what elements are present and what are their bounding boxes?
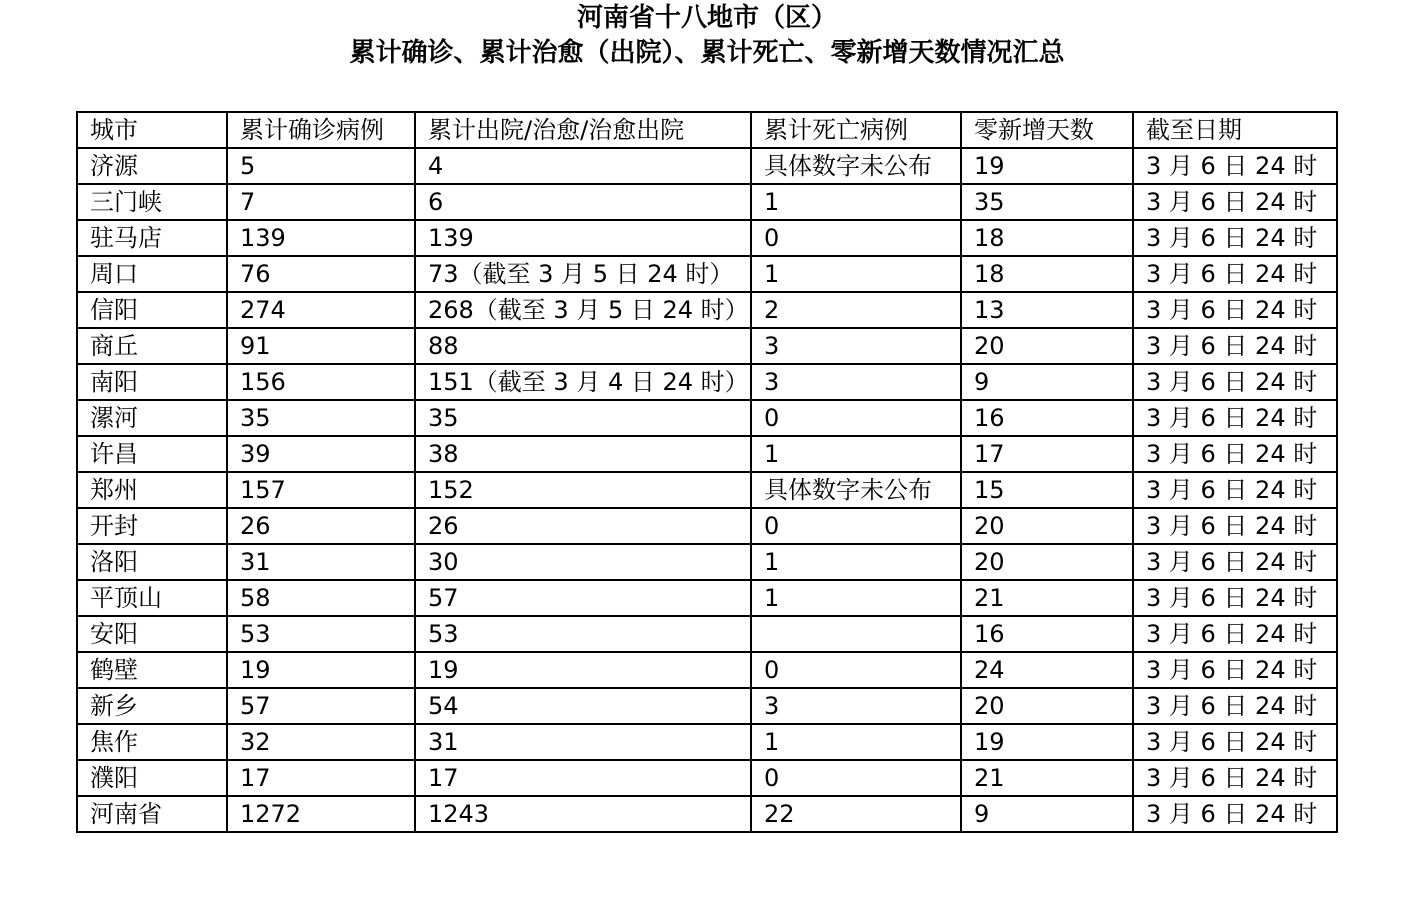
cell-confirmed: 35 (227, 400, 415, 436)
cell-zero-new-days: 19 (961, 148, 1133, 184)
cell-zero-new-days: 18 (961, 220, 1133, 256)
cell-as-of-date: 3 月 6 日 24 时 (1133, 616, 1337, 652)
cell-city: 焦作 (77, 724, 227, 760)
cell-recovered: 17 (415, 760, 751, 796)
cell-city: 平顶山 (77, 580, 227, 616)
cell-deaths: 0 (751, 220, 961, 256)
cell-city: 濮阳 (77, 760, 227, 796)
cell-city: 南阳 (77, 364, 227, 400)
cell-deaths: 1 (751, 724, 961, 760)
cell-confirmed: 31 (227, 544, 415, 580)
cell-city: 驻马店 (77, 220, 227, 256)
cell-confirmed: 1272 (227, 796, 415, 832)
cell-zero-new-days: 17 (961, 436, 1133, 472)
cell-city: 周口 (77, 256, 227, 292)
cell-zero-new-days: 20 (961, 544, 1133, 580)
cell-as-of-date: 3 月 6 日 24 时 (1133, 688, 1337, 724)
header-cell-as-of-date: 截至日期 (1133, 112, 1337, 148)
cell-zero-new-days: 21 (961, 760, 1133, 796)
cell-deaths: 0 (751, 760, 961, 796)
table-row (77, 508, 1337, 544)
cell-zero-new-days: 16 (961, 400, 1133, 436)
summary-table-body (77, 112, 1337, 832)
cell-deaths: 0 (751, 400, 961, 436)
cell-as-of-date: 3 月 6 日 24 时 (1133, 472, 1337, 508)
table-row (77, 148, 1337, 184)
cell-as-of-date: 3 月 6 日 24 时 (1133, 364, 1337, 400)
cell-recovered: 6 (415, 184, 751, 220)
cell-confirmed: 26 (227, 508, 415, 544)
cell-as-of-date: 3 月 6 日 24 时 (1133, 256, 1337, 292)
cell-zero-new-days: 16 (961, 616, 1133, 652)
cell-as-of-date: 3 月 6 日 24 时 (1133, 148, 1337, 184)
cell-as-of-date: 3 月 6 日 24 时 (1133, 292, 1337, 328)
cell-confirmed: 91 (227, 328, 415, 364)
cell-as-of-date: 3 月 6 日 24 时 (1133, 328, 1337, 364)
summary-table (76, 111, 1338, 833)
cell-deaths: 1 (751, 580, 961, 616)
table-row (77, 580, 1337, 616)
cell-deaths: 3 (751, 328, 961, 364)
table-row (77, 616, 1337, 652)
cell-recovered: 53 (415, 616, 751, 652)
cell-recovered: 38 (415, 436, 751, 472)
table-row (77, 724, 1337, 760)
cell-zero-new-days: 9 (961, 796, 1133, 832)
table-row (77, 292, 1337, 328)
cell-recovered: 35 (415, 400, 751, 436)
cell-as-of-date: 3 月 6 日 24 时 (1133, 724, 1337, 760)
table-row (77, 400, 1337, 436)
table-header-row (77, 112, 1337, 148)
cell-city: 许昌 (77, 436, 227, 472)
cell-recovered: 57 (415, 580, 751, 616)
table-row (77, 544, 1337, 580)
cell-confirmed: 57 (227, 688, 415, 724)
cell-as-of-date: 3 月 6 日 24 时 (1133, 760, 1337, 796)
cell-city: 济源 (77, 148, 227, 184)
cell-confirmed: 17 (227, 760, 415, 796)
cell-city: 漯河 (77, 400, 227, 436)
cell-recovered: 1243 (415, 796, 751, 832)
table-row (77, 256, 1337, 292)
cell-confirmed: 157 (227, 472, 415, 508)
cell-deaths: 1 (751, 256, 961, 292)
cell-zero-new-days: 9 (961, 364, 1133, 400)
header-cell-city: 城市 (77, 112, 227, 148)
cell-city: 安阳 (77, 616, 227, 652)
cell-recovered: 73（截至 3 月 5 日 24 时） (415, 256, 751, 292)
header-cell-confirmed: 累计确诊病例 (227, 112, 415, 148)
table-row (77, 652, 1337, 688)
cell-zero-new-days: 15 (961, 472, 1133, 508)
cell-confirmed: 53 (227, 616, 415, 652)
cell-confirmed: 32 (227, 724, 415, 760)
cell-zero-new-days: 20 (961, 328, 1133, 364)
header-cell-deaths: 累计死亡病例 (751, 112, 961, 148)
cell-zero-new-days: 20 (961, 508, 1133, 544)
cell-recovered: 4 (415, 148, 751, 184)
cell-deaths: 0 (751, 652, 961, 688)
cell-zero-new-days: 18 (961, 256, 1133, 292)
cell-deaths: 1 (751, 184, 961, 220)
table-row (77, 688, 1337, 724)
cell-zero-new-days: 21 (961, 580, 1133, 616)
document-title: 河南省十八地市（区） (576, 3, 837, 33)
header-cell-zero-new-days: 零新增天数 (961, 112, 1133, 148)
cell-confirmed: 58 (227, 580, 415, 616)
cell-deaths: 具体数字未公布 (751, 472, 961, 508)
cell-confirmed: 39 (227, 436, 415, 472)
cell-zero-new-days: 13 (961, 292, 1133, 328)
cell-recovered: 151（截至 3 月 4 日 24 时） (415, 364, 751, 400)
cell-recovered: 31 (415, 724, 751, 760)
table-row (77, 184, 1337, 220)
cell-zero-new-days: 20 (961, 688, 1133, 724)
cell-deaths (751, 616, 961, 652)
cell-recovered: 26 (415, 508, 751, 544)
cell-recovered: 139 (415, 220, 751, 256)
cell-as-of-date: 3 月 6 日 24 时 (1133, 220, 1337, 256)
cell-city: 河南省 (77, 796, 227, 832)
cell-deaths: 3 (751, 364, 961, 400)
cell-recovered: 88 (415, 328, 751, 364)
cell-zero-new-days: 24 (961, 652, 1133, 688)
cell-confirmed: 76 (227, 256, 415, 292)
table-row (77, 436, 1337, 472)
cell-confirmed: 7 (227, 184, 415, 220)
cell-deaths: 1 (751, 436, 961, 472)
cell-confirmed: 274 (227, 292, 415, 328)
cell-city: 三门峡 (77, 184, 227, 220)
cell-as-of-date: 3 月 6 日 24 时 (1133, 796, 1337, 832)
cell-city: 新乡 (77, 688, 227, 724)
cell-recovered: 152 (415, 472, 751, 508)
cell-deaths: 0 (751, 508, 961, 544)
cell-confirmed: 5 (227, 148, 415, 184)
cell-confirmed: 19 (227, 652, 415, 688)
cell-deaths: 3 (751, 688, 961, 724)
cell-as-of-date: 3 月 6 日 24 时 (1133, 436, 1337, 472)
cell-zero-new-days: 19 (961, 724, 1133, 760)
cell-as-of-date: 3 月 6 日 24 时 (1133, 544, 1337, 580)
cell-deaths: 1 (751, 544, 961, 580)
cell-city: 鹤壁 (77, 652, 227, 688)
cell-deaths: 2 (751, 292, 961, 328)
document-subtitle: 累计确诊、累计治愈（出院）、累计死亡、零新增天数情况汇总 (349, 38, 1065, 68)
cell-city: 开封 (77, 508, 227, 544)
cell-deaths: 具体数字未公布 (751, 148, 961, 184)
cell-recovered: 30 (415, 544, 751, 580)
table-row (77, 328, 1337, 364)
table-row (77, 760, 1337, 796)
cell-confirmed: 156 (227, 364, 415, 400)
cell-city: 商丘 (77, 328, 227, 364)
cell-recovered: 19 (415, 652, 751, 688)
cell-as-of-date: 3 月 6 日 24 时 (1133, 508, 1337, 544)
table-row (77, 472, 1337, 508)
cell-confirmed: 139 (227, 220, 415, 256)
cell-deaths: 22 (751, 796, 961, 832)
cell-as-of-date: 3 月 6 日 24 时 (1133, 580, 1337, 616)
cell-as-of-date: 3 月 6 日 24 时 (1133, 184, 1337, 220)
header-cell-recovered: 累计出院/治愈/治愈出院 (415, 112, 751, 148)
cell-as-of-date: 3 月 6 日 24 时 (1133, 400, 1337, 436)
table-row (77, 364, 1337, 400)
cell-zero-new-days: 35 (961, 184, 1133, 220)
table-row (77, 220, 1337, 256)
cell-city: 信阳 (77, 292, 227, 328)
cell-recovered: 268（截至 3 月 5 日 24 时） (415, 292, 751, 328)
cell-city: 洛阳 (77, 544, 227, 580)
cell-recovered: 54 (415, 688, 751, 724)
table-row (77, 796, 1337, 832)
cell-city: 郑州 (77, 472, 227, 508)
cell-as-of-date: 3 月 6 日 24 时 (1133, 652, 1337, 688)
